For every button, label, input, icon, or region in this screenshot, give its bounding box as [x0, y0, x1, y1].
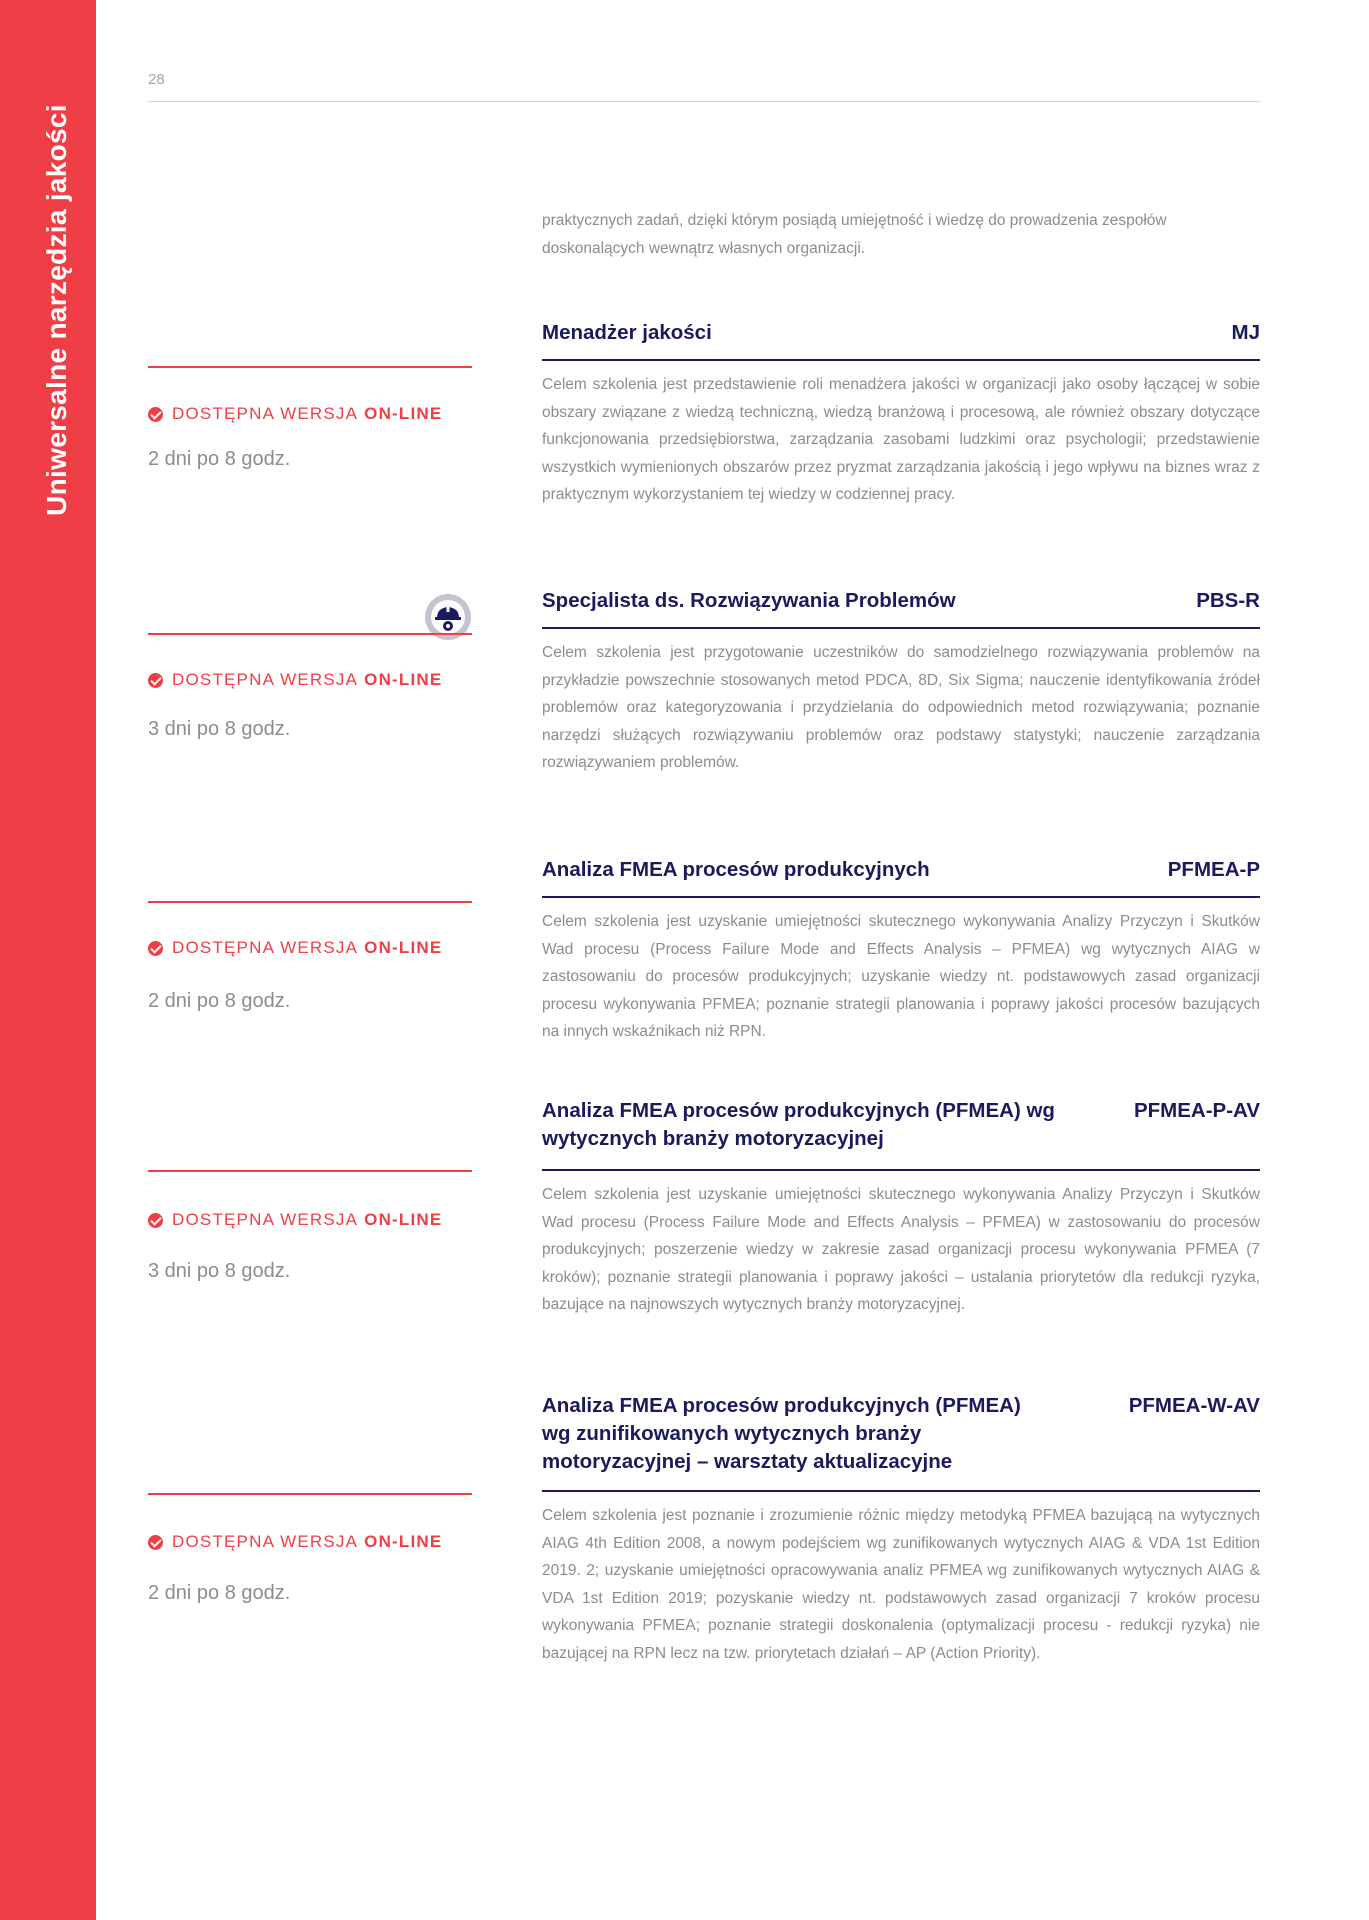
online-label-strong: ON-LINE [364, 404, 443, 423]
course-description: Celem szkolenia jest uzyskanie umiejętności skutecznego wykonywania Analizy Przyczyn i Skutków Wad procesu (Process Failure Mode and Effects Analysis – PFMEA) wg wytycznych AIAG w zastosowaniu do procesów produkcyjnych; uzyskanie wiedzy nt. podstawowych zasad organizacji procesu wykonywania PFMEA; poznanie strategii planowania i poprawy jakości procesów bazujących na innych wskaźnikach niż RPN. [542, 913, 1260, 1040]
online-badge [148, 938, 472, 958]
course-meta [148, 901, 472, 1013]
divider [148, 366, 472, 368]
course-title: Specjalista ds. Rozwiązywania Problemów [542, 589, 956, 612]
check-circle-icon [148, 673, 163, 688]
sidebar-title: Uniwersalne narzędzia jakości [41, 104, 72, 516]
course-meta [148, 1170, 472, 1283]
sidebar [0, 0, 96, 1920]
online-label: DOSTĘPNA WERSJA [172, 1210, 359, 1229]
divider [148, 633, 472, 635]
divider [542, 1169, 1260, 1171]
course-item [542, 319, 1260, 509]
check-circle-icon [148, 941, 163, 956]
online-badge [148, 1210, 472, 1230]
course-code: PFMEA-W-AV [1128, 1394, 1260, 1417]
online-badge [148, 404, 472, 424]
divider [148, 1493, 472, 1495]
online-label-strong: ON-LINE [364, 1532, 443, 1551]
online-label: DOSTĘPNA WERSJA [172, 938, 359, 957]
course-meta [148, 366, 472, 471]
course-code: PFMEA-P [1167, 858, 1260, 881]
page-number: 28 [148, 71, 165, 88]
check-circle-icon [148, 407, 163, 422]
course-item [542, 856, 1260, 1046]
course-meta [148, 1493, 472, 1605]
course-description: Celem szkolenia jest przedstawienie roli menadżera jakości w organizacji jako osoby łączącej w sobie obszary związane z wiedzą techniczną, wiedzą branżową i procesową, ale również obszary dotyczące funkcjonowania przedsiębiorstwa, zarządzania zasobami ludzkimi oraz psychologii; przedstawienie wszystkich wymienionych obszarów przez pryzmat zarządzania jakością i jego wpływu na biznes wraz z praktycznym wykorzystaniem tej wiedzy w codziennej pracy. [542, 376, 1260, 503]
divider [542, 896, 1260, 898]
divider [542, 359, 1260, 361]
course-title: Analiza FMEA procesów produkcyjnych [542, 858, 930, 881]
course-title: Analiza FMEA procesów produkcyjnych (PFMEA) wg zunifikowanych wytycznych branży motoryzacyjnej – warsztaty aktualizacyjne [542, 1394, 1021, 1473]
course-duration: 2 dni po 8 godz. [148, 1582, 291, 1604]
check-circle-icon [148, 1535, 163, 1550]
divider [148, 1170, 472, 1172]
divider [542, 1490, 1260, 1492]
course-duration: 2 dni po 8 godz. [148, 448, 291, 470]
course-code: PFMEA-P-AV [1133, 1099, 1260, 1122]
online-label-strong: ON-LINE [364, 670, 443, 689]
divider [542, 627, 1260, 629]
online-label-strong: ON-LINE [364, 938, 443, 957]
header-divider [148, 101, 1260, 102]
course-description: Celem szkolenia jest poznanie i zrozumienie różnic między metodyką PFMEA bazującą na wytycznych AIAG 4th Edition 2008, a nowym podejściem wg zunifikowanych wytycznych AIAG & VDA 1st Edition 2019. 2; uzyskanie umiejętności opracowywania analiz PFMEA wg zunifikowanych wytycznych AIAG & VDA 1st Edition 2019; pozyskanie wiedzy nt. podstawowych zasad organizacji 7 kroków procesu wykonywania PFMEA; poznanie strategii doskonalenia (optymalizacji procesu - redukcji ryzyka) nie bazującej na RPN lecz na tzw. priorytetach działań – AP (Action Priority). [542, 1507, 1260, 1662]
course-description: Celem szkolenia jest przygotowanie uczestników do samodzielnego rozwiązywania problemów na przykładzie powszechnie stosowanych metod PDCA, 8D, Six Sigma; nauczenie identyfikowania źródeł problemów oraz kategoryzowania i przydzielania do odpowiednich metod rozwiązywania; poznanie narzędzi służących rozwiązywaniu problemów oraz podstawy statystyki; nauczenie zarządzania rozwiązywaniem problemów. [542, 644, 1260, 771]
intro-paragraph: praktycznych zadań, dzięki którym posiądą umiejętność i wiedzę do prowadzenia zespołów doskonalących wewnątrz własnych organizacji. [542, 212, 1167, 257]
course-code: PBS-R [1196, 589, 1260, 612]
course-item [542, 1097, 1260, 1319]
online-label: DOSTĘPNA WERSJA [172, 670, 359, 689]
online-badge [148, 1532, 472, 1552]
course-item [542, 1392, 1260, 1667]
course-item [542, 587, 1260, 777]
online-label: DOSTĘPNA WERSJA [172, 1532, 359, 1551]
online-label: DOSTĘPNA WERSJA [172, 404, 359, 423]
course-title: Analiza FMEA procesów produkcyjnych (PFMEA) wg wytycznych branży motoryzacyjnej [542, 1099, 1055, 1150]
online-badge [148, 670, 472, 690]
course-code: MJ [1231, 321, 1260, 344]
course-description: Celem szkolenia jest uzyskanie umiejętności skutecznego wykonywania Analizy Przyczyn i Skutków Wad procesu (Process Failure Mode and Effects Analysis – PFMEA) w zastosowaniu do procesów produkcyjnych; poszerzenie wiedzy w zakresie zasad organizacji procesu wykonywania PFMEA (7 kroków); poznanie strategii planowania i poprawy jakości – ustalania priorytetów dla redukcji ryzyka, bazujące na najnowszych wytycznych branży motoryzacyjnej. [542, 1186, 1260, 1313]
course-duration: 3 dni po 8 godz. [148, 1260, 291, 1282]
course-meta [148, 633, 472, 741]
divider [148, 901, 472, 903]
course-duration: 2 dni po 8 godz. [148, 990, 291, 1012]
course-title: Menadżer jakości [542, 321, 712, 344]
check-circle-icon [148, 1213, 163, 1228]
course-duration: 3 dni po 8 godz. [148, 718, 291, 740]
online-label-strong: ON-LINE [364, 1210, 443, 1229]
